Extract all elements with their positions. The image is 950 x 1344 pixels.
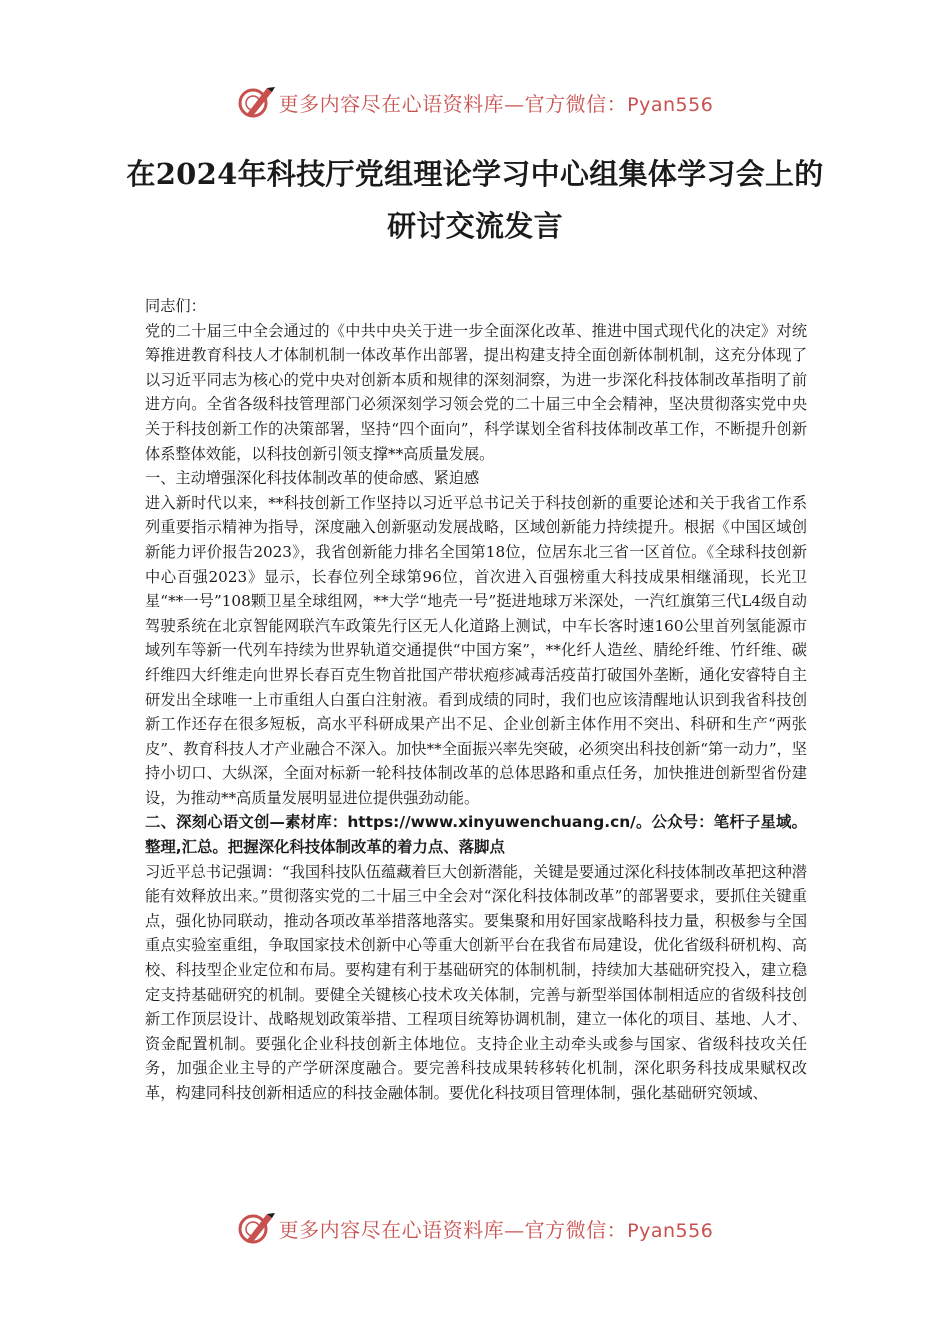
watermark-banner-bottom bbox=[0, 1208, 950, 1248]
watermark-main: 更多内容尽在心语资料库—官方微信： bbox=[278, 1217, 628, 1242]
salutation: 同志们： bbox=[145, 297, 206, 315]
pen-logo-icon bbox=[237, 1210, 277, 1246]
watermark-id: Pyan556 bbox=[627, 93, 714, 116]
section-2-paragraph: 习近平总书记强调：“我国科技队伍蕴藏着巨大创新潜能，关键是要通过深化科技体制改革把这种潜能有效释放出来。”贯彻落实党的二十届三中全会对“深化科技体制改革”的部署要求，要抓住关键重点，强化协同联动，推动各项改革举措落地落实。要集聚和用好国家战略科技力量，积极参与全国重点实验室重组，争取国家技术创新中心等重大创新平台在我省布局建设，优化省级科研机构、高校、科技型企业定位和布局。要构建有利于基础研究的体制机制，持续加大基础研究投入，建立稳定支持基础研究的机制。要健全关键核心技术攻关体制，完善与新型举国体制相适应的省级科技创新工作顶层设计、战略规划政策举措、工程项目统筹协调机制，建立一体化的项目、基地、人才、资金配置机制。要强化企业科技创新主体地位。支持企业主动牵头或参与国家、省级科技攻关任务，加强企业主导的产学研深度融合。要完善科技成果转移转化机制，深化职务科技成果赋权改革，构建同科技创新相适应的科技金融体制。要优化科技项目管理体制，强化基础研究领域、 bbox=[145, 862, 807, 1102]
watermark-banner-top bbox=[0, 82, 950, 122]
watermark-main: 更多内容尽在心语资料库—官方微信： bbox=[278, 91, 628, 116]
document-title: 在2024年科技厅党组理论学习中心组集体学习会上的研讨交流发言 bbox=[126, 157, 824, 243]
section-1-paragraph: 进入新时代以来，**科技创新工作坚持以习近平总书记关于科技创新的重要论述和关于我省工作系列重要指示精神为指导，深度融入创新驱动发展战略，区域创新能力持续提升。根据《中国区域创新能力评价报告2023》，我省创新能力排名全国第18位，位居东北三省一区首位。《全球科技创新中心百强2023》显示，长春位列全球第96位，首次进入百强榜重大科技成果相继涌现，长光卫星“**一号”108颗卫星全球组网，**大学“地壳一号”挺进地球万米深处，一汽红旗第三代L4级自动驾驶系统在北京智能网联汽车政策先行区无人化道路上测试，中车长客时速160公里首列氢能源市域列车等新一代列车持续为世界轨道交通提供“中国方案”，**化纤人造丝、腈纶纤维、竹纤维、碳纤维四大纤维走向世界长春百克生物首批国产带状疱疹减毒活疫苗打破国外垄断，通化安睿特自主研发出全球唯一上市重组人白蛋白注射液。看到成绩的同时，我们也应该清醒地认识到我省科技创新工作还存在很多短板，高水平科研成果产出不足、企业创新主体作用不突出、科研和生产“两张皮”、教育科技人才产业融合不深入。加快**全面振兴率先突破，必须突出科技创新“第一动力”，坚持小切口、大纵深，全面对标新一轮科技体制改革的总体思路和重点任务，加快推进创新型省份建设，为推动**高质量发展明显进位提供强劲动能。 bbox=[145, 493, 807, 807]
section-heading-1: 一、主动增强深化科技体制改革的使命感、紧迫感 bbox=[145, 469, 480, 488]
watermark-id: Pyan556 bbox=[627, 1219, 714, 1242]
intro-paragraph: 党的二十届三中全会通过的《中共中央关于进一步全面深化改革、推进中国式现代化的决定》对统筹推进教育科技人才体制机制一体改革作出部署，提出构建支持全面创新体制机制，这充分体现了以习近平同志为核心的党中央对创新本质和规律的深刻洞察，为进一步深化科技体制改革指明了前进方向。全省各级科技管理部门必须深刻学习领会党的二十届三中全会精神，坚决贯彻落实党中央关于科技创新工作的决策部署，坚持“四个面向”，科学谋划全省科技体制改革工作，不断提升创新体系整体效能，以科技创新引领支撑**高质量发展。 bbox=[145, 321, 807, 463]
watermark-text bbox=[279, 88, 714, 117]
watermark-text bbox=[279, 1214, 714, 1243]
section-heading-2: 二、深刻心语文创—素材库：https://www.xinyuwenchuang.cn/。公众号：笔杆子星域。整理,汇总。把握深化科技体制改革的着力点、落脚点 bbox=[145, 813, 807, 857]
document-body bbox=[145, 294, 807, 1106]
pen-logo-icon bbox=[237, 84, 277, 120]
